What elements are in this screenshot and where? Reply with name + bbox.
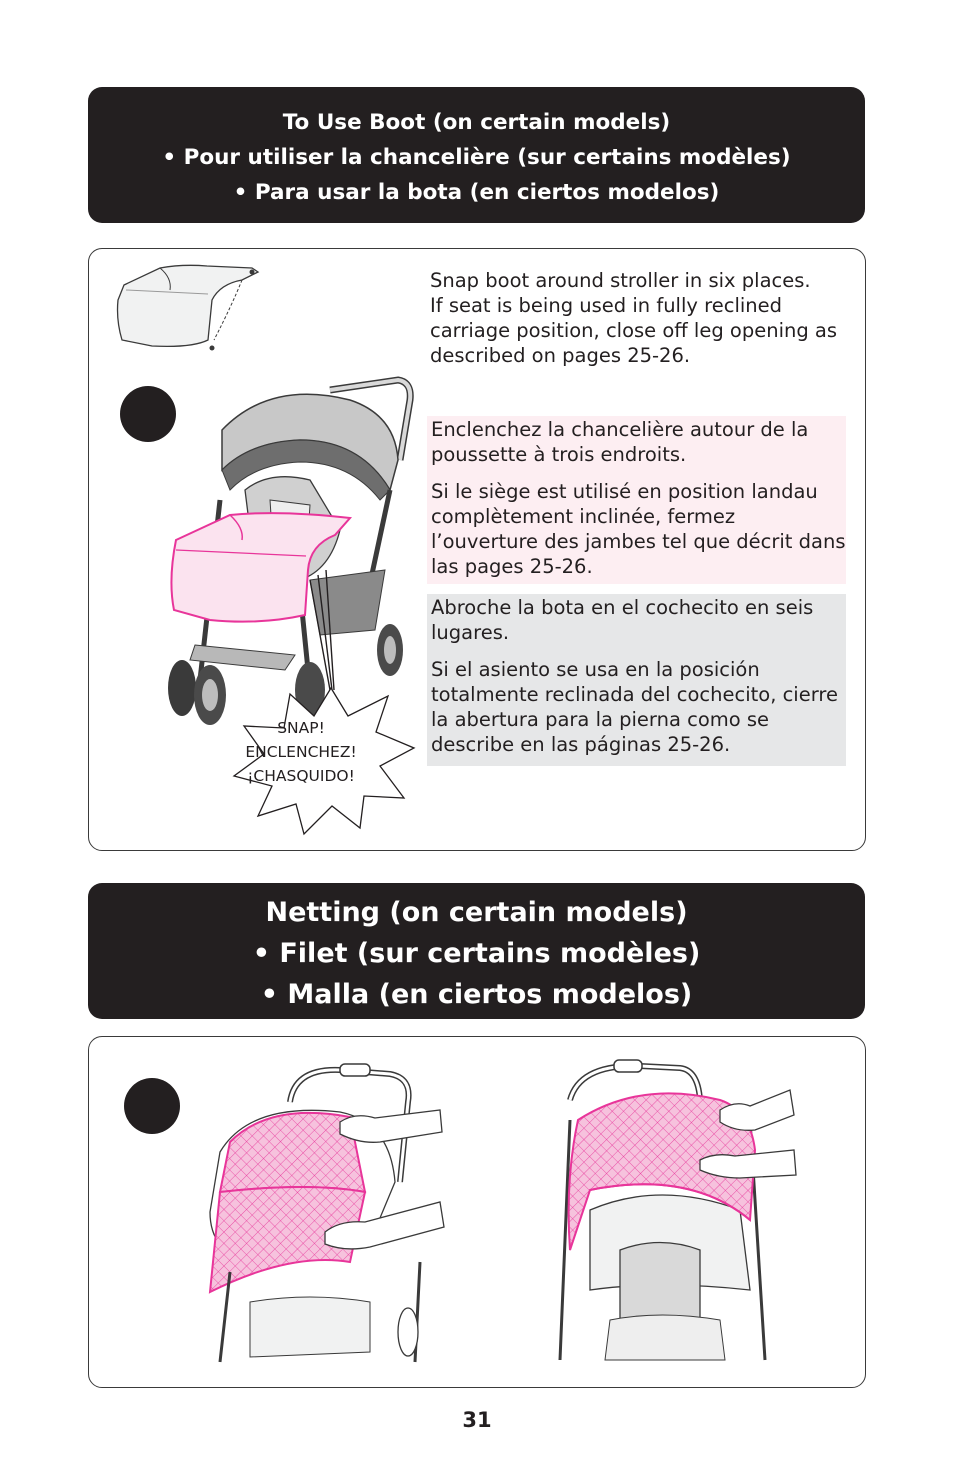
boot-instructions-spanish bbox=[427, 594, 846, 766]
stroller-with-boot-illustration bbox=[160, 370, 430, 730]
snap-callout-text bbox=[238, 716, 364, 788]
netting-heading-english: Netting (on certain models) bbox=[265, 897, 688, 928]
page-number: 31 bbox=[462, 1408, 492, 1432]
boot-heading-french: • Pour utiliser la chancelière (sur certains modèles) bbox=[162, 145, 791, 170]
netting-heading-french: • Filet (sur certains modèles) bbox=[252, 938, 701, 969]
snap-callout-spanish: ¡CHASQUIDO! bbox=[247, 767, 355, 785]
netting-side-view-illustration bbox=[190, 1062, 450, 1362]
boot-heading-english: To Use Boot (on certain models) bbox=[282, 110, 671, 135]
boot-english-step-2: If seat is being used in fully reclined carriage position, close off leg opening as described on pages 25-26. bbox=[430, 294, 838, 367]
netting-heading-spanish: • Malla (en ciertos modelos) bbox=[260, 979, 693, 1010]
step-marker-netting bbox=[124, 1078, 180, 1134]
boot-french-step-1: Enclenchez la chancelière autour de la poussette à trois endroits. bbox=[431, 418, 809, 466]
boot-french-step-2: Si le siège est utilisé en position landau complètement inclinée, fermez l’ouverture des jambes tel que décrit dans las pages 25-26. bbox=[431, 480, 846, 578]
boot-english-step-1: Snap boot around stroller in six places. bbox=[430, 269, 811, 292]
boot-spanish-step-2: Si el asiento se usa en la posición totalmente reclinada del cochecito, cierre la abertura para la pierna como se describe en las páginas 25-26. bbox=[431, 658, 838, 756]
boot-instructions-french bbox=[427, 416, 846, 584]
boot-spanish-step-1: Abroche la bota en el cochecito en seis lugares. bbox=[431, 596, 814, 644]
netting-front-view-illustration bbox=[550, 1060, 800, 1365]
netting-section-heading bbox=[88, 883, 865, 1019]
boot-heading-spanish: • Para usar la bota (en ciertos modelos) bbox=[233, 180, 720, 205]
snap-callout-french: ENCLENCHEZ! bbox=[245, 743, 357, 761]
boot-section-heading bbox=[88, 87, 865, 223]
snap-callout-english: SNAP! bbox=[277, 719, 325, 737]
boot-accessory-illustration bbox=[112, 260, 272, 360]
boot-instructions-english bbox=[430, 268, 850, 368]
